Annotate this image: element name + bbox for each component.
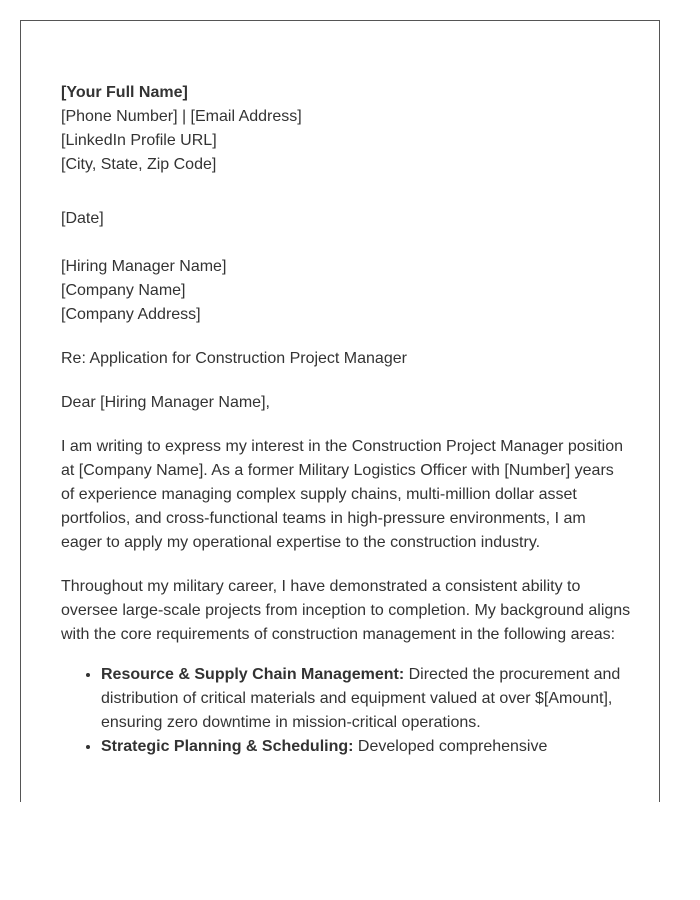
salutation: Dear [Hiring Manager Name], [61, 394, 270, 411]
qualifications-list [61, 663, 631, 759]
document-page [20, 20, 660, 802]
list-item [101, 735, 631, 759]
subject-line: Re: Application for Construction Project Manager [61, 350, 407, 367]
paragraph-intro: I am writing to express my interest in the Construction Project Manager position at [Company Name]. As a former Military Logistics Officer with [Number] years of experience managing complex supply chains, multi-million dollar asset portfolios, and cross-functional teams in high-pressure environments, I am eager to apply my operational expertise to the construction industry. [61, 438, 624, 551]
bullet-text: Directed the procurement and distribution of critical materials and equipment valued at over $[Amount], ensuring zero downtime in mission-critical operations. [101, 666, 621, 731]
bullet-text: Developed comprehensive [353, 738, 548, 755]
sender-name: [Your Full Name] [61, 84, 188, 101]
recipient-address: [Company Address] [61, 306, 201, 323]
bullet-title: Strategic Planning & Scheduling: [101, 738, 354, 755]
sender-contact: [Phone Number] | [Email Address] [61, 108, 302, 125]
cover-letter-body [61, 81, 631, 759]
sender-block [61, 81, 631, 177]
bullet-title: Resource & Supply Chain Management: [101, 666, 405, 683]
recipient-block [61, 255, 631, 327]
date-block [61, 207, 631, 231]
recipient-company: [Company Name] [61, 282, 186, 299]
list-item [101, 663, 631, 735]
letter-date: [Date] [61, 210, 104, 227]
sender-location: [City, State, Zip Code] [61, 156, 217, 173]
sender-linkedin: [LinkedIn Profile URL] [61, 132, 217, 149]
recipient-manager: [Hiring Manager Name] [61, 258, 227, 275]
paragraph-background: Throughout my military career, I have demonstrated a consistent ability to oversee large-scale projects from inception to completion. My background aligns with the core requirements of construction management in the following areas: [61, 578, 631, 643]
